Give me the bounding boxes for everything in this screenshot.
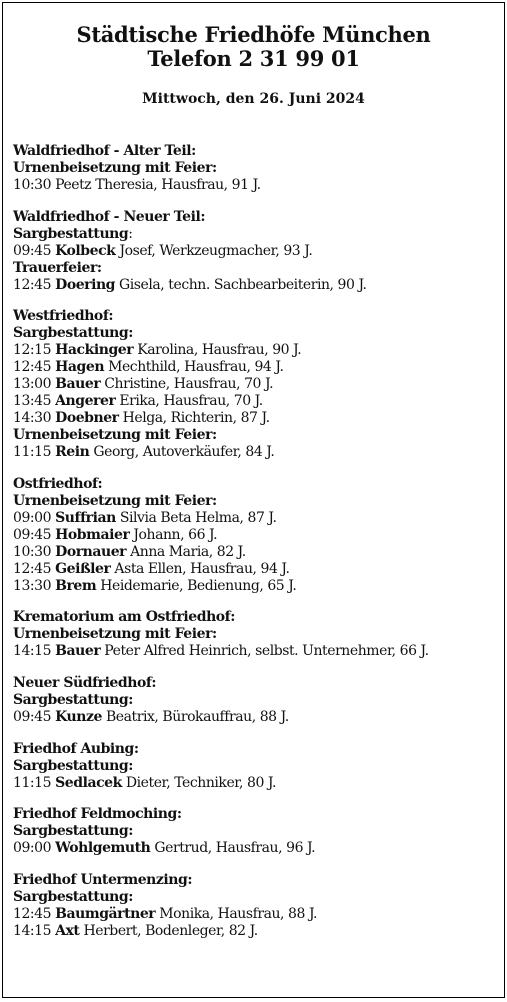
cemetery-section (13, 476, 498, 595)
cemetery-name: Krematorium am Ostfriedhof: (13, 609, 235, 626)
funeral-entry (13, 527, 498, 544)
entry-time: 11:15 (13, 774, 52, 791)
entry-surname: Geißler (55, 560, 111, 577)
cemetery-name: Friedhof Feldmoching: (13, 806, 182, 823)
funeral-entry (13, 393, 498, 410)
ceremony-type (13, 160, 498, 177)
ceremony-type-label: Sargbestattung: (13, 888, 133, 905)
entry-surname: Baumgärtner (55, 905, 156, 922)
funeral-notice (2, 2, 505, 998)
entry-details: Karolina, Hausfrau, 90 J. (137, 342, 302, 359)
ceremony-type (13, 823, 498, 840)
entry-details: Mechthild, Hausfrau, 94 J. (108, 359, 284, 376)
entry-details: Beatrix, Bürokauffrau, 88 J. (105, 708, 289, 725)
entry-time: 09:45 (13, 526, 52, 543)
entry-time: 12:45 (13, 276, 52, 293)
funeral-entry (13, 643, 498, 660)
entry-time: 14:15 (13, 922, 52, 939)
entry-time: 12:15 (13, 342, 52, 359)
ceremony-type (13, 260, 498, 277)
ceremony-type (13, 325, 498, 342)
entry-time: 09:00 (13, 509, 52, 526)
entry-details: Erika, Hausfrau, 70 J. (119, 393, 263, 410)
cemetery-name: Neuer Südfriedhof: (13, 674, 157, 691)
entry-time: 12:45 (13, 905, 52, 922)
cemetery-list (13, 143, 498, 940)
entry-surname: Wohlgemuth (55, 840, 151, 857)
funeral-entry (13, 544, 498, 561)
entry-time: 11:15 (13, 444, 52, 461)
ceremony-type (13, 889, 498, 906)
funeral-entry (13, 510, 498, 527)
entry-surname: Axt (55, 922, 80, 939)
entry-time: 09:00 (13, 840, 52, 857)
entry-details: Asta Ellen, Hausfrau, 94 J. (114, 560, 290, 577)
ceremony-type-label: Sargbestattung: (13, 757, 133, 774)
ceremony-type-label: Sargbestattung: (13, 325, 133, 342)
entry-details: Gisela, techn. Sachbearbeiterin, 90 J. (119, 276, 367, 293)
entry-surname: Hackinger (55, 342, 134, 359)
entry-surname: Doebner (55, 410, 119, 427)
entry-details: Christine, Hausfrau, 70 J. (104, 376, 274, 393)
cemetery-name: Waldfriedhof - Alter Teil: (13, 143, 196, 159)
entry-surname: Doering (55, 276, 116, 293)
entry-time: 10:30 (13, 177, 52, 193)
ceremony-type (13, 493, 498, 510)
funeral-entry (13, 359, 498, 376)
entry-surname: Brem (55, 577, 97, 594)
ceremony-type-label: Sargbestattung: (13, 823, 133, 840)
ceremony-type-label: Sargbestattung: (13, 691, 133, 708)
entry-surname: Kunze (55, 708, 102, 725)
notice-title: Städtische Friedhöfe München (76, 22, 431, 47)
cemetery-name: Westfriedhof: (13, 308, 114, 325)
funeral-entry (13, 906, 498, 923)
cemetery-name: Waldfriedhof - Neuer Teil: (13, 208, 206, 225)
entry-details: Peetz Theresia, Hausfrau, 91 J. (55, 177, 261, 193)
entry-details: Josef, Werkzeugmacher, 93 J. (119, 242, 313, 259)
entry-time: 14:15 (13, 643, 52, 660)
entry-surname: Dornauer (55, 543, 127, 560)
entry-surname: Hobmaier (55, 526, 130, 543)
entry-details: Herbert, Bodenleger, 82 J. (83, 922, 258, 939)
notice-phone: Telefon 2 31 99 01 (147, 46, 360, 71)
cemetery-section (13, 143, 498, 194)
cemetery-section (13, 675, 498, 726)
ceremony-type (13, 758, 498, 775)
funeral-entry (13, 561, 498, 578)
entry-details: Johann, 66 J. (133, 526, 218, 543)
funeral-entry (13, 709, 498, 726)
ceremony-type (13, 226, 498, 243)
entry-details: Monika, Hausfrau, 88 J. (159, 905, 318, 922)
entry-details: Heidemarie, Bedienung, 65 J. (100, 577, 297, 594)
funeral-entry (13, 775, 498, 792)
entry-surname: Suffrian (55, 509, 116, 526)
entry-time: 09:45 (13, 708, 52, 725)
funeral-entry (13, 342, 498, 359)
cemetery-section (13, 308, 498, 461)
entry-details: Peter Alfred Heinrich, selbst. Unternehmer, 66 J. (104, 643, 429, 660)
entry-time: 13:30 (13, 577, 52, 594)
ceremony-type-label: Urnenbeisetzung mit Feier: (13, 160, 217, 176)
cemetery-section (13, 741, 498, 792)
entry-details: Anna Maria, 82 J. (130, 543, 246, 560)
entry-time: 13:00 (13, 376, 52, 393)
funeral-entry (13, 243, 498, 260)
funeral-entry (13, 444, 498, 461)
ceremony-type-label: Urnenbeisetzung mit Feier: (13, 492, 217, 509)
entry-details: Helga, Richterin, 87 J. (122, 410, 270, 427)
ceremony-type-label: Sargbestattung (13, 225, 129, 242)
ceremony-type-label: Urnenbeisetzung mit Feier: (13, 626, 217, 643)
cemetery-section (13, 209, 498, 294)
entry-surname: Rein (55, 444, 90, 461)
entry-time: 09:45 (13, 242, 52, 259)
cemetery-section (13, 806, 498, 857)
funeral-entry (13, 277, 498, 294)
entry-surname: Sedlacek (55, 774, 122, 791)
entry-details: Dieter, Techniker, 80 J. (125, 774, 276, 791)
entry-surname: Kolbeck (55, 242, 116, 259)
entry-surname: Bauer (55, 643, 101, 660)
ceremony-type-label: Urnenbeisetzung mit Feier: (13, 427, 217, 444)
funeral-entry (13, 376, 498, 393)
notice-date: Mittwoch, den 26. Juni 2024 (142, 91, 365, 107)
entry-time: 12:45 (13, 560, 52, 577)
ceremony-type (13, 626, 498, 643)
entry-time: 13:45 (13, 393, 52, 410)
funeral-entry (13, 578, 498, 595)
entry-surname: Bauer (55, 376, 101, 393)
entry-surname: Angerer (55, 393, 116, 410)
entry-time: 10:30 (13, 543, 52, 560)
entry-details: Georg, Autoverkäufer, 84 J. (93, 444, 275, 461)
entry-surname: Hagen (55, 359, 105, 376)
entry-details: Silvia Beta Helma, 87 J. (119, 509, 277, 526)
funeral-entry (13, 177, 498, 194)
cemetery-name: Friedhof Untermenzing: (13, 871, 193, 888)
notice-header (3, 3, 504, 109)
entry-time: 12:45 (13, 359, 52, 376)
funeral-entry (13, 923, 498, 940)
funeral-entry (13, 840, 498, 857)
entry-details: Gertrud, Hausfrau, 96 J. (154, 840, 316, 857)
funeral-entry (13, 410, 498, 427)
entry-time: 14:30 (13, 410, 52, 427)
ceremony-type-label: Trauerfeier: (13, 259, 102, 276)
ceremony-type-suffix: : (128, 225, 133, 242)
cemetery-name: Ostfriedhof: (13, 475, 103, 492)
cemetery-section (13, 872, 498, 940)
ceremony-type (13, 692, 498, 709)
ceremony-type (13, 427, 498, 444)
cemetery-name: Friedhof Aubing: (13, 740, 139, 757)
cemetery-section (13, 609, 498, 660)
